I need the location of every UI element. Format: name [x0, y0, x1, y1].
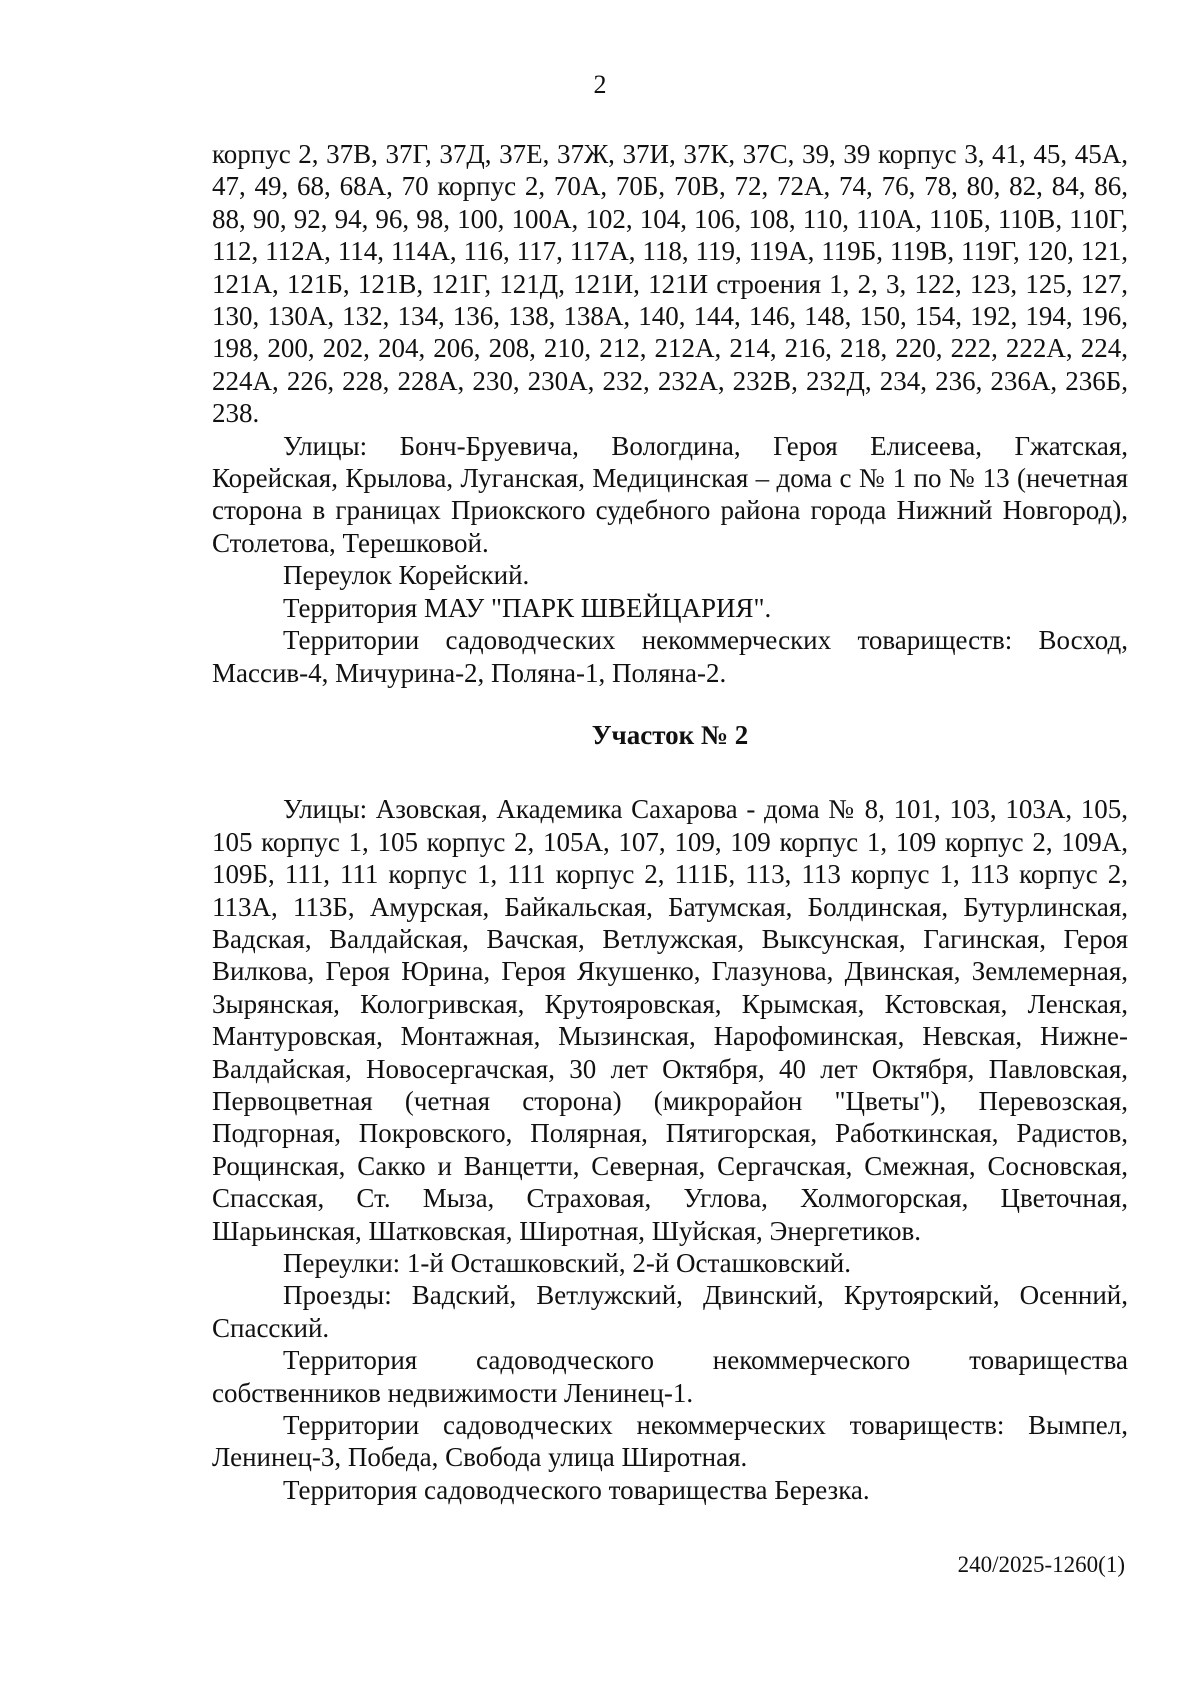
document-code: 240/2025-1260(1)	[957, 1552, 1125, 1577]
garden-territories-paragraph: Территории садоводческих некоммерческих товариществ: Восход, Массив-4, Мичурина-2, Поляна-1, Поляна-2.	[212, 625, 1128, 688]
section2-lanes-paragraph: Переулки: 1-й Осташковский, 2-й Осташковский.	[283, 1248, 851, 1278]
territory-paragraph: Территория МАУ "ПАРК ШВЕЙЦАРИЯ".	[283, 592, 772, 623]
section2-garden-owners-paragraph: Территория садоводческого некоммерческого товарищества собственников недвижимости Ленинец-1.	[212, 1345, 1128, 1408]
section2-garden-partnership-paragraph: Территория садоводческого товарищества Березка.	[283, 1474, 870, 1505]
section2-garden-territories-paragraph: Территории садоводческих некоммерческих товариществ: Вымпел, Ленинец-3, Победа, Свобода улица Широтная.	[212, 1410, 1128, 1473]
page-number: 2	[593, 70, 607, 99]
section2-streets-paragraph: Улицы: Азовская, Академика Сахарова - дома № 8, 101, 103, 103А, 105, 105 корпус 1, 105 корпус 2, 105А, 107, 109, 109 корпус 1, 109 корпус 2, 109А, 109Б, 111, 111 корпус 1, 111 корпус 2, 111Б, 113, 113 корпус 1, 113 корпус 2, 113А, 113Б, Амурская, Байкальская, Батумская, Болдинская, Бутурлинская, Вадская, Валдайская, Вачская, Ветлужская, Выксунская, Гагинская, Героя Вилкова, Героя Юрина, Героя Якушенко, Глазунова, Двинская, Землемерная, Зырянская, Кологривская, Крутояровская, Крымская, Кстовская, Ленская, Мантуровская, Монтажная, Мызинская, Нарофоминская, Невская, Нижне-Валдайская, Новосергачская, 30 лет Октября, 40 лет Октября, Павловская, Первоцветная (четная сторона) (микрорайон "Цветы"), Перевозская, Подгорная, Покровского, Полярная, Пятигорская, Работкинская, Радистов, Рощинская, Сакко и Ванцетти, Северная, Сергачская, Смежная, Сосновская, Спасская, Ст. Мыза, Страховая, Углова, Холмогорская, Цветочная, Шарьинская, Шатковская, Широтная, Шуйская, Энергетиков.	[212, 794, 1128, 1246]
document-body	[212, 138, 1128, 1506]
continuation-house-list: корпус 2, 37В, 37Г, 37Д, 37Е, 37Ж, 37И, 37К, 37С, 39, 39 корпус 3, 41, 45, 45А, 47, 49, 68, 68А, 70 корпус 2, 70А, 70Б, 70В, 72, 72А, 74, 76, 78, 80, 82, 84, 86, 88, 90, 92, 94, 96, 98, 100, 100А, 102, 104, 106, 108, 110, 110А, 110Б, 110В, 110Г, 112, 112А, 114, 114А, 116, 117, 117А, 118, 119, 119А, 119Б, 119В, 119Г, 120, 121, 121А, 121Б, 121В, 121Г, 121Д, 121И, 121И строения 1, 2, 3, 122, 123, 125, 127, 130, 130А, 132, 134, 136, 138, 138А, 140, 144, 146, 148, 150, 154, 192, 194, 196, 198, 200, 202, 204, 206, 208, 210, 212, 212А, 214, 216, 218, 220, 222, 222А, 224, 224А, 226, 228, 228А, 230, 230А, 232, 232А, 232В, 232Д, 234, 236, 236А, 236Б, 238.	[212, 139, 1128, 429]
lane-paragraph: Переулок Корейский.	[283, 560, 530, 591]
section2-passages-paragraph: Проезды: Вадский, Ветлужский, Двинский, Крутоярский, Осенний, Спасский.	[212, 1280, 1128, 1343]
section-heading: Участок № 2	[591, 719, 749, 750]
streets-paragraph: Улицы: Бонч-Бруевича, Вологдина, Героя Елисеева, Гжатская, Корейская, Крылова, Луганская, Медицинская – дома с № 1 по № 13 (нечетная сторона в границах Приокского судебного района города Нижний Новгород), Столетова, Терешковой.	[212, 430, 1128, 558]
